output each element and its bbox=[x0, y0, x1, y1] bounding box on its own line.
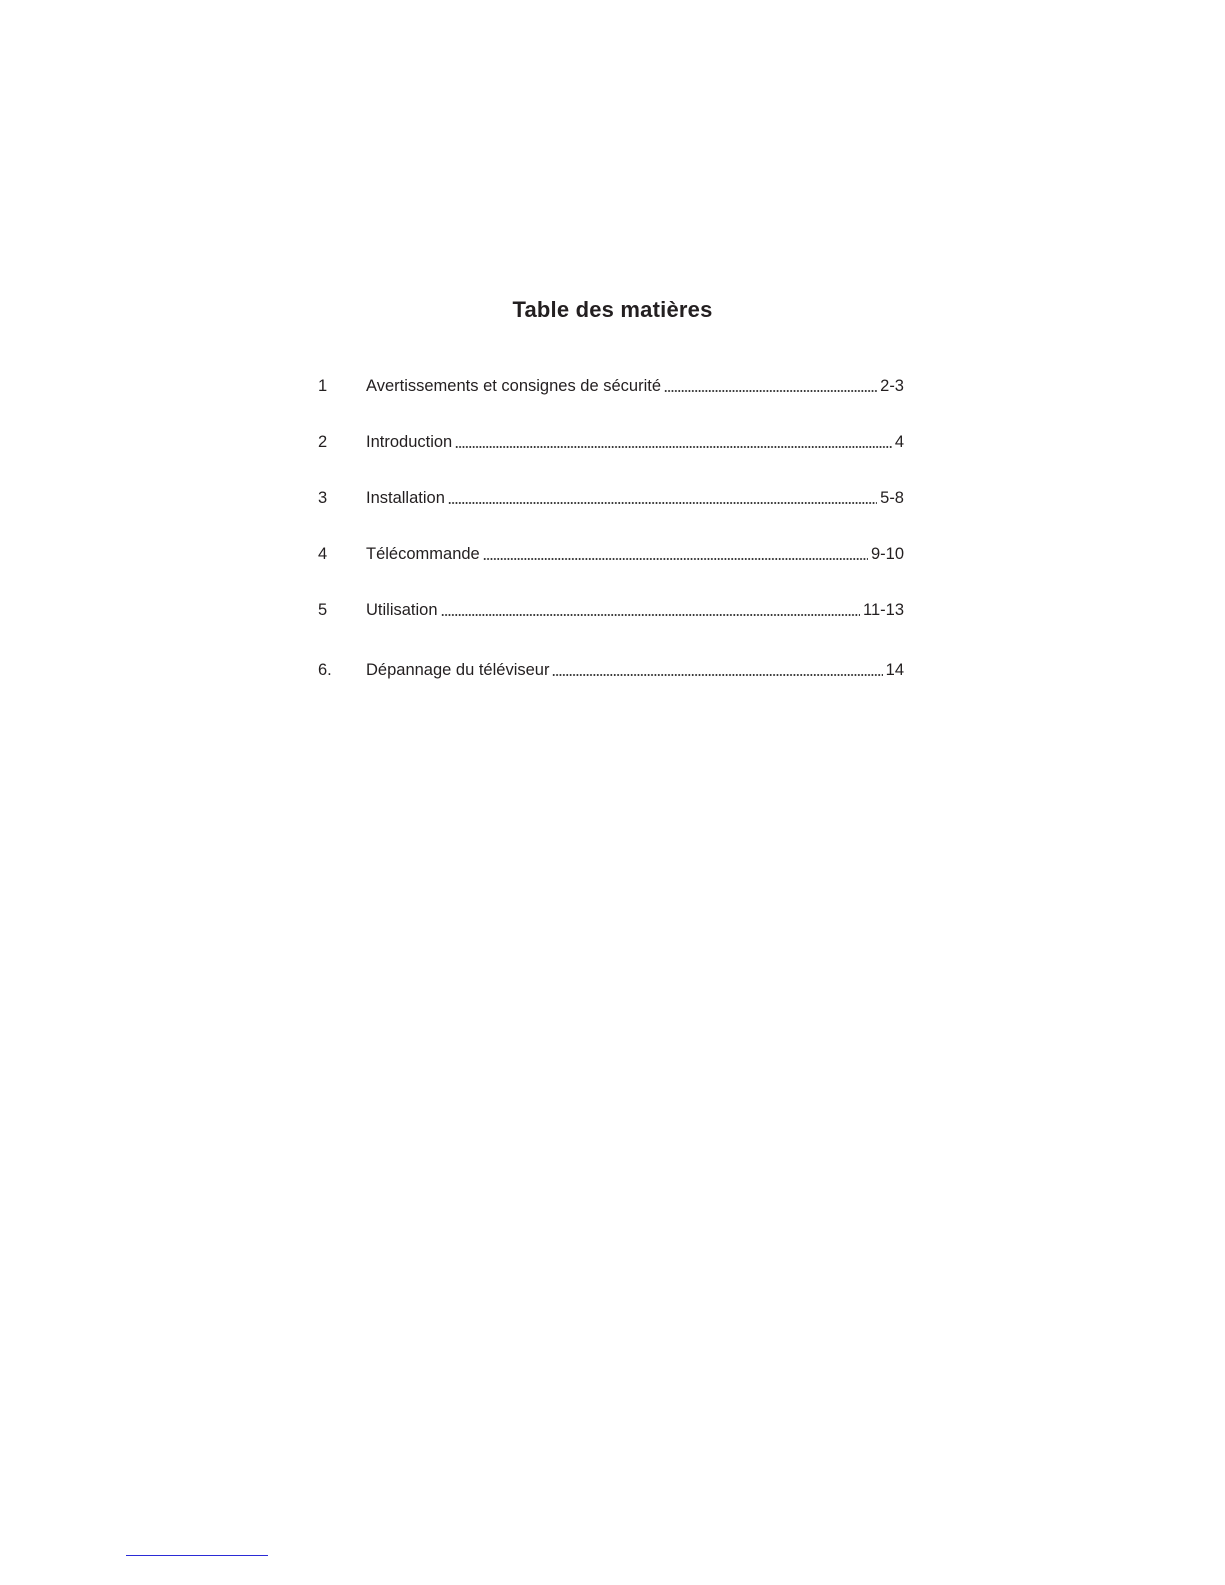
toc-entry-4[interactable] bbox=[318, 541, 904, 567]
toc-entry-title: Installation bbox=[366, 489, 445, 507]
toc-entry-pages: 9-10 bbox=[870, 545, 904, 563]
toc-entry-number: 3 bbox=[318, 489, 328, 507]
page-title: Table des matières bbox=[512, 297, 713, 322]
toc-entry-number: 1 bbox=[318, 377, 328, 395]
toc-entry-number: 2 bbox=[318, 433, 328, 451]
toc-entry-title: Avertissements et consignes de sécurité bbox=[366, 377, 662, 395]
dot-leader bbox=[441, 614, 860, 616]
dot-leader bbox=[552, 674, 882, 676]
toc-entry-title: Introduction bbox=[366, 433, 453, 451]
toc-entry-pages: 4 bbox=[894, 433, 904, 451]
toc-entry-6[interactable] bbox=[318, 657, 904, 683]
toc-entry-pages: 2-3 bbox=[880, 377, 904, 395]
toc-entry-pages: 11-13 bbox=[863, 601, 904, 619]
toc-entry-3[interactable] bbox=[318, 485, 904, 511]
toc-entry-title: Télécommande bbox=[366, 545, 480, 563]
dot-leader bbox=[448, 502, 877, 504]
dot-leader bbox=[455, 446, 892, 448]
toc-entry-number: 5 bbox=[318, 601, 328, 619]
dot-leader bbox=[664, 390, 877, 392]
toc-entry-pages: 14 bbox=[885, 661, 904, 679]
toc-entry-pages: 5-8 bbox=[880, 489, 904, 507]
table-of-contents bbox=[318, 373, 904, 679]
footnote-separator bbox=[126, 1555, 268, 1556]
dot-leader bbox=[483, 558, 868, 560]
toc-entry-2[interactable] bbox=[318, 429, 904, 455]
toc-entry-5[interactable] bbox=[318, 597, 904, 623]
toc-entry-1[interactable] bbox=[318, 373, 904, 399]
toc-entry-number: 4 bbox=[318, 545, 328, 563]
toc-entry-title: Dépannage du téléviseur bbox=[366, 661, 550, 679]
toc-entry-number: 6. bbox=[318, 661, 332, 679]
toc-entry-title: Utilisation bbox=[366, 601, 438, 619]
